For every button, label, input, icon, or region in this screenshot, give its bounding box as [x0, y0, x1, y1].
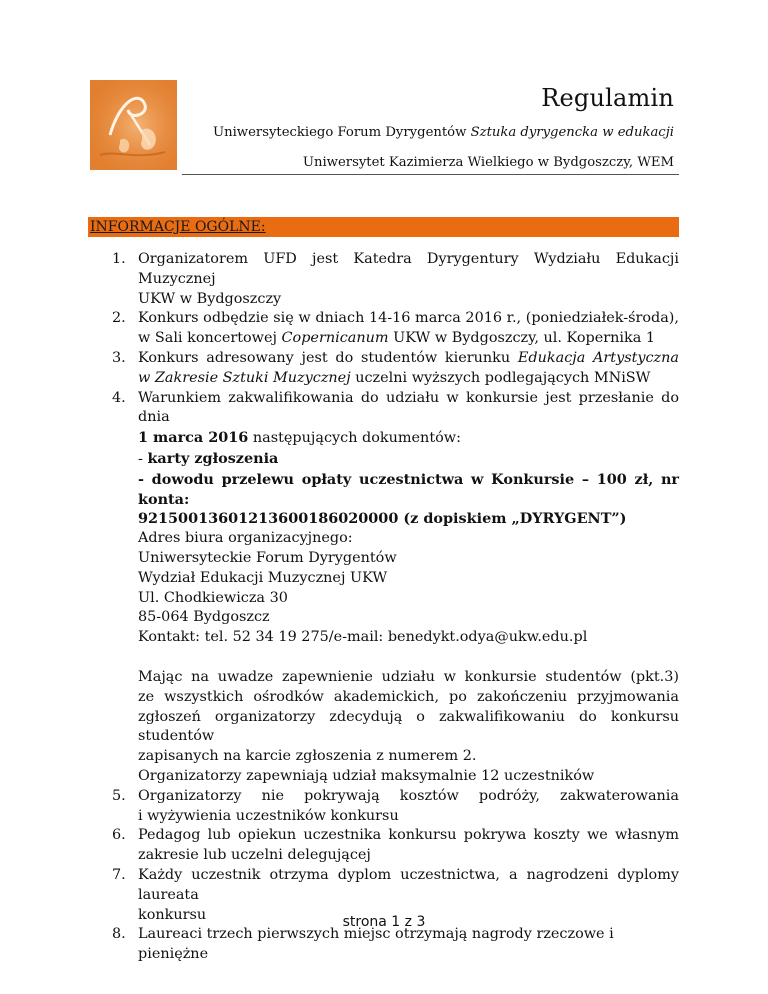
item-text — [138, 449, 679, 470]
item-text: Konkurs odbędzie się w dniach 14-16 marca 2016 r., (poniedziałek-środa), — [138, 310, 679, 327]
text-run-italic: w Zakresie Sztuki Muzycznej — [138, 369, 351, 386]
item-text: UKW w Bydgoszczy — [138, 290, 282, 307]
item-number: 5. — [112, 787, 126, 804]
item-number: 8. — [112, 926, 126, 943]
list-item — [90, 389, 679, 787]
list-item — [90, 826, 679, 866]
address-line: Ul. Chodkiewicza 30 — [138, 589, 288, 606]
item-number: 3. — [112, 349, 126, 366]
text-run: w Sali koncertowej — [138, 330, 282, 347]
paragraph-line: zgłoszeń organizatorzy zdecydują o zakwalifikowaniu do konkursu studentów — [138, 708, 679, 745]
text-run: następujących dokumentów: — [248, 430, 461, 447]
item-text: Laureaci trzech pierwszych miejsc otrzymają nagrody rzeczowe i pieniężne — [138, 926, 614, 963]
list-item — [90, 925, 679, 965]
subtitle-text: Uniwersyteckiego Forum Dyrygentów — [212, 125, 471, 140]
text-run-italic: Copernicanum — [281, 330, 389, 347]
item-number: 6. — [112, 827, 126, 844]
list-item — [90, 250, 679, 309]
forum-subtitle — [213, 125, 674, 140]
contact-line: Kontakt: tel. 52 34 19 275/e-mail: benedykt.odya@ukw.edu.pl — [138, 629, 588, 646]
page-number: strona 1 z 3 — [342, 914, 426, 930]
item-text: i wyżywienia uczestników konkursu — [138, 807, 399, 824]
address-line: Uniwersyteckie Forum Dyrygentów — [138, 549, 397, 566]
item-number: 7. — [112, 866, 126, 883]
rules-list — [90, 250, 679, 965]
item-text: konkursu — [138, 906, 207, 923]
item-text: zakresie lub uczelni delegującej — [138, 847, 371, 864]
item-text: Pedagog lub opiekun uczestnika konkursu pokrywa koszty we własnym — [138, 827, 679, 844]
text-run: uczelni wyższych podlegających MNiSW — [350, 369, 651, 386]
paragraph-line: Organizatorzy zapewniają udział maksymalnie 12 uczestników — [138, 767, 595, 784]
text-run: UKW w Bydgoszczy, ul. Kopernika 1 — [388, 330, 656, 347]
address-line: 85-064 Bydgoszcz — [138, 609, 270, 626]
page-title: Regulamin — [541, 84, 674, 112]
item-text: Warunkiem zakwalifikowania do udziału w konkursie jest przesłanie do dnia — [138, 389, 679, 426]
address-line: Adres biura organizacyjnego: — [138, 530, 353, 547]
address-line: Wydział Edukacji Muzycznej UKW — [138, 569, 388, 586]
item-text: Każdy uczestnik otrzyma dyplom uczestnictwa, a nagrodzeni dyplomy laureata — [138, 866, 679, 903]
item-text: Organizatorem UFD jest Katedra Dyrygentury Wydziału Edukacji Muzycznej — [138, 251, 679, 287]
item-number: 1. — [112, 251, 126, 267]
item-text — [138, 329, 679, 349]
text-run-italic: Edukacja Artystyczna — [517, 349, 679, 366]
list-item — [90, 349, 679, 389]
item-text: - dowodu przelewu opłaty uczestnictwa w Konkursie – 100 zł, nr konta: — [138, 470, 679, 508]
paragraph-line: ze wszystkich ośrodków akademickich, po zakończeniu przyjmowania — [138, 688, 679, 705]
subtitle-italic: Sztuka dyrygencka w edukacji — [470, 125, 674, 140]
item-text — [138, 349, 679, 369]
text-run-bold: karty zgłoszenia — [147, 449, 279, 467]
logo — [90, 80, 177, 170]
institution-line: Uniwersytet Kazimierza Wielkiego w Bydgoszczy, WEM — [302, 155, 674, 170]
account-number: 92150013601213600186020000 (z dopiskiem „DYRYGENT”) — [138, 510, 627, 528]
text-run: Konkurs adresowany jest do studentów kierunku — [138, 349, 518, 366]
paragraph-line: zapisanych na karcie zgłoszenia z numerem 2. — [138, 748, 477, 765]
paragraph-line: Mając na uwadze zapewnienie udziału w konkursie studentów (pkt.3) — [138, 668, 679, 685]
header-divider — [182, 174, 679, 175]
item-text — [138, 428, 679, 449]
list-item — [90, 787, 679, 827]
section-heading: INFORMACJE OGÓLNE: — [90, 219, 266, 235]
text-run: - — [138, 450, 148, 467]
item-number: 2. — [112, 310, 126, 327]
item-text: Organizatorzy nie pokrywają kosztów podróży, zakwaterowania — [138, 787, 679, 804]
list-item — [90, 309, 679, 349]
item-number: 4. — [112, 389, 126, 406]
deadline-date: 1 marca 2016 — [138, 429, 249, 447]
item-text — [138, 369, 679, 389]
